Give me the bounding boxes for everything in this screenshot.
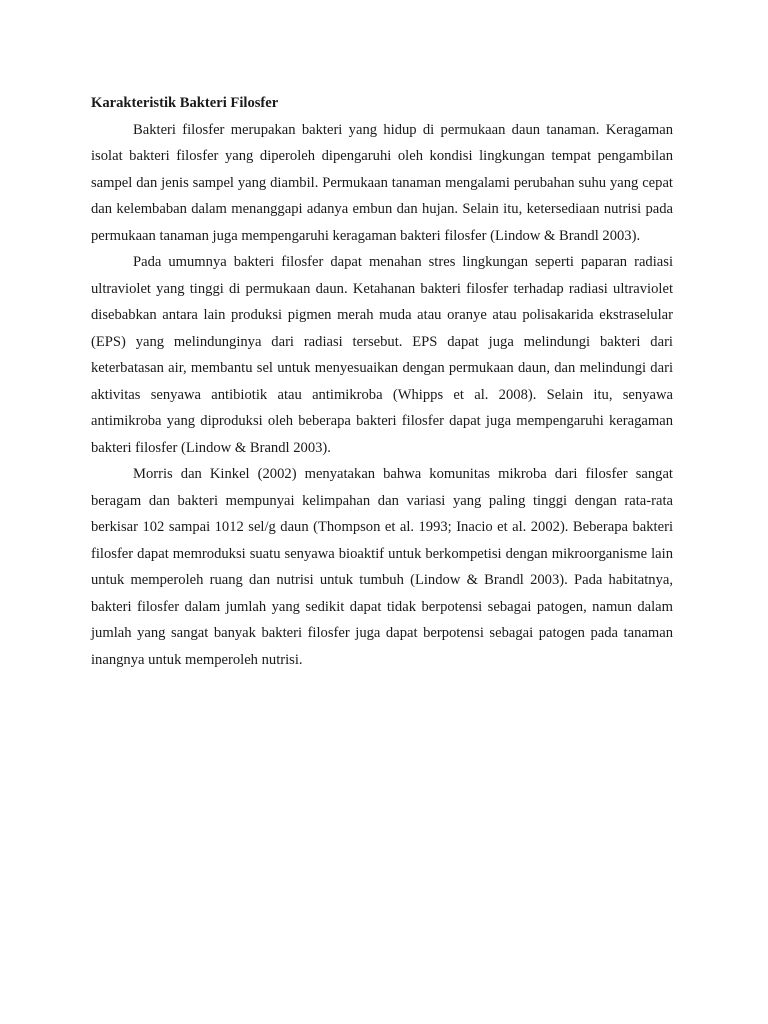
document-body bbox=[91, 90, 673, 673]
paragraph-3: Morris dan Kinkel (2002) menyatakan bahwa komunitas mikroba dari filosfer sangat beragam dan bakteri mempunyai kelimpahan dan variasi yang paling tinggi dengan rata-rata berkisar 102 sampai 1012 sel/g daun (Thompson et al. 1993; Inacio et al. 2002). Beberapa bakteri filosfer dapat memroduksi suatu senyawa bioaktif untuk berkompetisi dengan mikroorganisme lain untuk memperoleh ruang dan nutrisi untuk tumbuh (Lindow & Brandl 2003). Pada habitatnya, bakteri filosfer dalam jumlah yang sedikit dapat tidak berpotensi sebagai patogen, namun dalam jumlah yang sangat banyak bakteri filosfer juga dapat berpotensi sebagai patogen pada tanaman inangnya untuk memperoleh nutrisi. bbox=[91, 466, 673, 668]
paragraph-2: Pada umumnya bakteri filosfer dapat menahan stres lingkungan seperti paparan radiasi ultraviolet yang tinggi di permukaan daun. Ketahanan bakteri filosfer terhadap radiasi ultraviolet disebabkan antara lain produksi pigmen merah muda atau oranye atau polisakarida ekstraselular (EPS) yang melindunginya dari radiasi tersebut. EPS dapat juga melindungi bakteri dari keterbatasan air, membantu sel untuk menyesuaikan dengan permukaan daun, dan melindungi dari aktivitas senyawa antibiotik atau antimikroba (Whipps et al. 2008). Selain itu, senyawa antimikroba yang diproduksi oleh beberapa bakteri filosfer dapat juga mempengaruhi keragaman bakteri filosfer (Lindow & Brandl 2003). bbox=[91, 254, 673, 456]
section-heading: Karakteristik Bakteri Filosfer bbox=[91, 95, 279, 111]
paragraph-1: Bakteri filosfer merupakan bakteri yang hidup di permukaan daun tanaman. Keragaman isolat bakteri filosfer yang diperoleh dipengaruhi oleh kondisi lingkungan tempat pengambilan sampel dan jenis sampel yang diambil. Permukaan tanaman mengalami perubahan suhu yang cepat dan kelembaban dalam menanggapi adanya embun dan hujan. Selain itu, ketersediaan nutrisi pada permukaan tanaman juga mempengaruhi keragaman bakteri filosfer (Lindow & Brandl 2003). bbox=[91, 121, 673, 244]
